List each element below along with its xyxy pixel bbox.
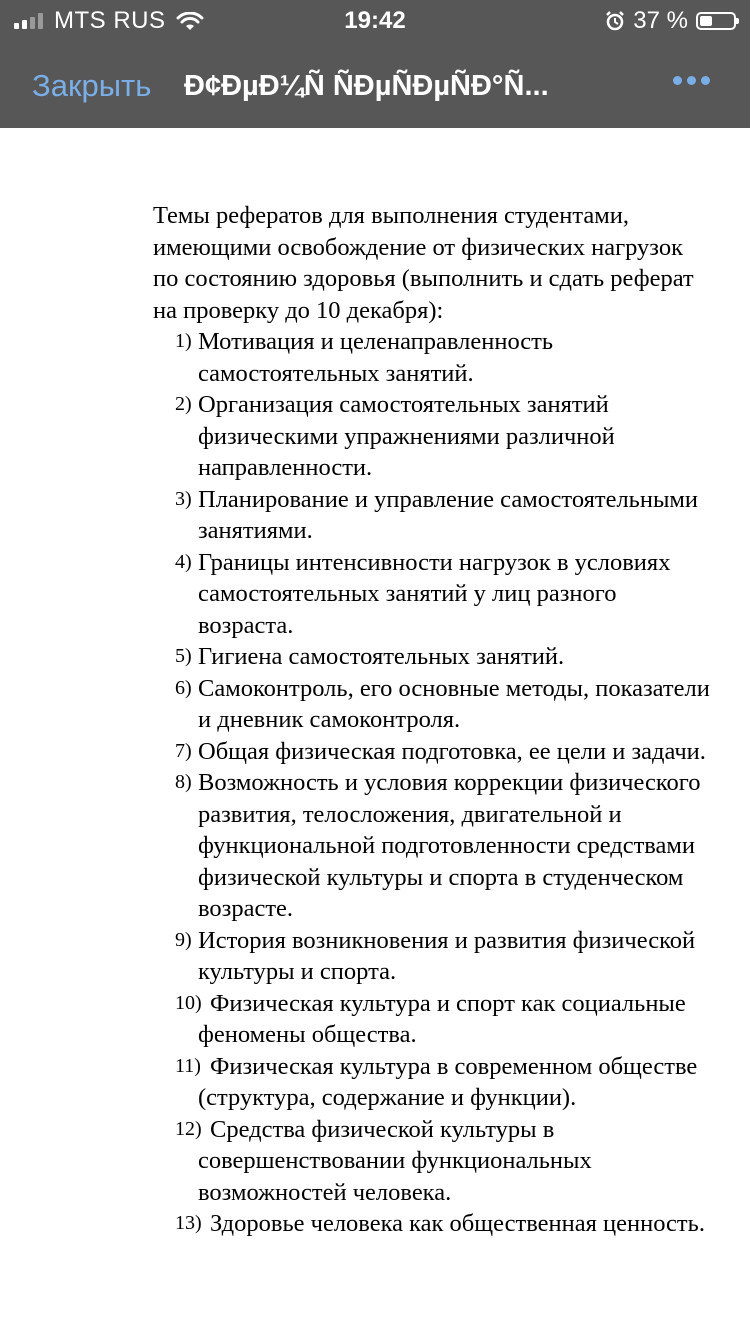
more-options-icon[interactable] (668, 76, 710, 85)
topic-list (153, 326, 713, 1240)
list-item (153, 389, 713, 484)
list-item (153, 736, 713, 768)
list-item (153, 547, 713, 642)
list-item (153, 1114, 713, 1209)
topic-text: Здоровье человека как общественная ценность. (210, 1210, 705, 1237)
topic-number: 6) (175, 676, 192, 699)
topic-text: Возможность и условия коррекции физического развития, телосложения, двигательной и функциональной подготовленности средствами физической культуры и спорта в студенческом возрасте. (198, 769, 701, 922)
topic-text: Физическая культура в современном обществе (структура, содержание и функции). (198, 1052, 698, 1111)
alarm-clock-icon (605, 11, 625, 31)
topic-text: Самоконтроль, его основные методы, показатели и дневник самоконтроля. (198, 674, 710, 733)
topic-number: 7) (175, 739, 192, 762)
list-item (153, 673, 713, 736)
document-intro: Темы рефератов для выполнения студентами, имеющими освобождение от физических нагрузок по состоянию здоровья (выполнить и сдать реферат на проверку до 10 декабря): (153, 202, 694, 324)
topic-number: 9) (175, 928, 192, 951)
topic-text: Общая физическая подготовка, ее цели и задачи. (198, 737, 706, 765)
topic-text: История возникновения и развития физической культуры и спорта. (198, 926, 696, 985)
battery-icon (696, 12, 736, 30)
topic-number: 11) (175, 1054, 201, 1077)
list-item (153, 1208, 713, 1240)
topic-number: 5) (175, 645, 192, 667)
nav-bar (0, 58, 750, 114)
topic-text: Планирование и управление самостоятельными занятиями. (198, 485, 699, 544)
topic-text: Физическая культура и спорт как социальные феномены общества. (198, 989, 686, 1048)
document-title: Ð¢ÐµÐ¼Ñ ÑÐµÑÐµÑÐ°Ñ... (184, 70, 549, 102)
topic-number: 1) (175, 330, 192, 352)
topic-number: 2) (175, 393, 192, 415)
app-header (0, 0, 750, 128)
status-time: 19:42 (344, 7, 406, 34)
status-right (605, 6, 736, 36)
topic-text: Гигиена самостоятельных занятий. (198, 643, 565, 670)
topic-text: Границы интенсивности нагрузок в условиях самостоятельных занятий у лиц разного возраста. (198, 548, 671, 639)
topic-number: 8) (175, 771, 192, 793)
battery-level-fill (700, 16, 712, 26)
status-bar (0, 0, 750, 40)
list-item (153, 641, 713, 673)
battery-percent: 37 % (633, 7, 688, 34)
list-item (153, 326, 713, 389)
list-item (153, 988, 713, 1051)
topic-text: Средства физической культуры в совершенствовании функциональных возможностей человека. (198, 1115, 592, 1206)
list-item (153, 484, 713, 547)
topic-number: 4) (175, 550, 192, 573)
close-button[interactable]: Закрыть (32, 68, 152, 103)
topic-number: 12) (175, 1117, 202, 1140)
topic-text: Мотивация и целенаправленность самостоятельных занятий. (198, 328, 554, 387)
list-item (153, 767, 713, 925)
carrier-name: MTS RUS (54, 7, 166, 34)
list-item (153, 925, 713, 988)
topic-number: 3) (175, 487, 192, 510)
list-item (153, 1051, 713, 1114)
topic-number: 10) (175, 991, 202, 1014)
topic-number: 13) (175, 1212, 202, 1234)
document-content (153, 200, 713, 1240)
topic-text: Организация самостоятельных занятий физическими упражнениями различной направленности. (198, 391, 615, 481)
